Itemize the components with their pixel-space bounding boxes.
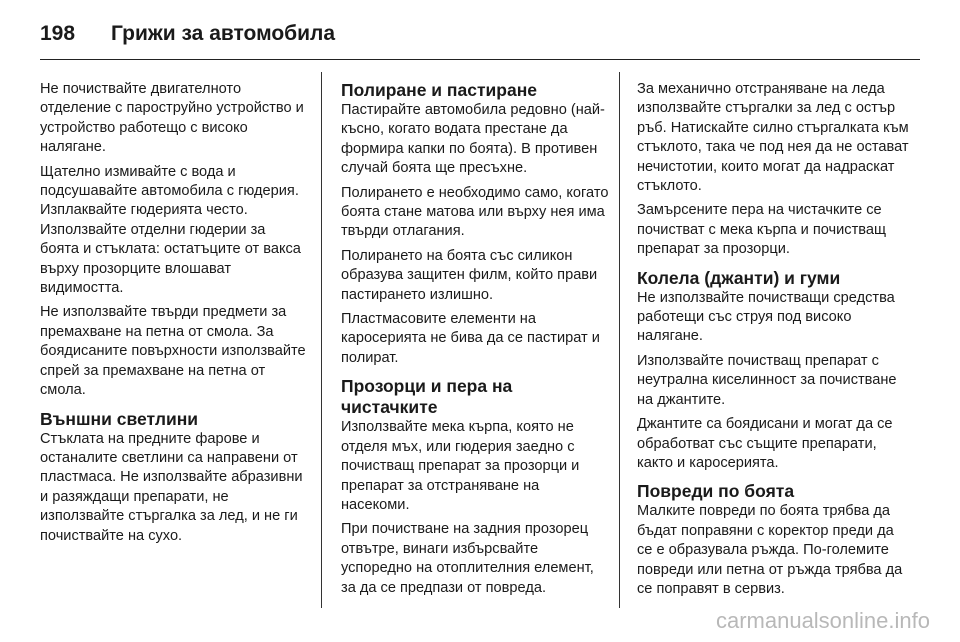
paragraph: Полирането на боята със силикон образува защитен филм, който прави пастирането излишно. [341,247,598,303]
header-rule [40,59,920,60]
paragraph: Полирането е необходимо само, когато боята стане матова или върху нея има твърди отлагания. [341,184,609,240]
paragraph: Стъклата на предните фарове и останалите светлини са направени от пластмаса. Не използвайте абразивни и разяждащи препарати, не използвайте стъргалка за лед, и не ги почиствайте на сухо. [40,430,303,544]
section-heading-wheels-tyres: Колела (джанти) и гуми [637,267,841,288]
paragraph: Не почиствайте двигателното отделение с пароструйно устройство и устройство работещо с високо налягане. [40,81,304,156]
column-divider [619,72,620,608]
section-heading-windows-wipers: Прозорци и пера на чистачките [341,376,513,418]
section-heading-paint-damage: Повреди по боята [637,481,795,502]
paragraph: При почистване на задния прозорец отвътре, винаги избърсвайте успоредно на отоплителния елемент, за да се предпази от повреда. [341,521,594,596]
watermark: carmanualsonline.info [715,608,930,633]
section-heading-polishing: Полиране и пастиране [341,80,538,100]
column-2 [341,80,609,603]
paragraph: Пластмасовите елементи на каросерията не бива да се пастират и полират. [341,311,600,366]
page-title: Грижи за автомобила [111,22,336,45]
paragraph: Пастирайте автомобила редовно (най-късно, когато водата престане да формира капки по боята). В противен случай боята ще пресъхне. [341,102,605,177]
page-header [40,14,335,54]
paragraph: Малките повреди по боята трябва да бъдат поправяни с коректор преди да се е образувала ръжда. По-големите повреди или петна от ръжда трябва да се поправят в сервиз. [637,503,903,597]
column-divider [321,72,322,608]
paragraph: Джантите са боядисани и могат да се обработват със същите препарати, както и каросерията. [637,416,893,471]
paragraph: Не използвайте почистващи средства работещи със струя под високо налягане. [637,289,895,345]
paragraph: За механично отстраняване на леда използвайте стъргалки за лед с остър ръб. Натискайте силно стъргалката към стъклото, така че под нея да не остават нечистотии, които могат да надраскат стъклото. [637,81,909,195]
column-1 [40,80,308,551]
page-number: 198 [40,22,76,45]
paragraph: Щателно измивайте с вода и подсушавайте автомобила с гюдерия. Изплаквайте гюдерията често. Използвайте отделни гюдерии за боята и стъклата: остатъците от вакса върху прозорците влошават видимостта. [40,163,301,297]
paragraph: Не използвайте твърди предмети за премахване на петна от смола. За боядисаните повърхности използвайте спрей за премахване на петна от смола. [40,304,306,399]
section-heading-exterior-lights: Външни светлини [40,408,199,429]
paragraph: Използвайте почистващ препарат с неутрална киселинност за почистване на джантите. [637,352,897,408]
paragraph: Използвайте мека кърпа, която не отделя мъх, или гюдерия заедно с почистващ препарат за прозорци и препарат за отстраняване на насекоми. [341,419,580,513]
paragraph: Замърсените пера на чистачките се почистват с мека кърпа и почистващ препарат за прозорци. [637,202,886,258]
column-3 [637,80,913,604]
